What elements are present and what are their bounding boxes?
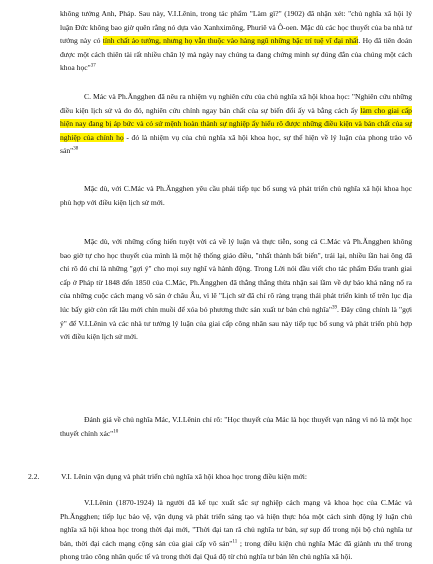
- highlighted-text: tính chất ảo tưởng, nhưng họ vẫn thuộc vào hàng ngũ những bậc trí tuệ vĩ đại nhất: [102, 36, 359, 46]
- text-segment: . Đây cũng chính là "gợi ý" để V.I.Lênin và các nhà tư tưởng lý luận của giai cấp công nhân sau này tiếp tục bổ sung và phát triển phù hợp với điều kiện lịch sử mới.: [60, 304, 412, 342]
- footnote-ref: 37: [90, 63, 96, 69]
- highlighted-text: làm cho giai cấp hiện nay đang bị áp bức và có sứ mệnh hoàn thành sự nghiệp ấy hiểu rõ được những điều kiện và bản chất của sự nghiệp của chính họ: [60, 105, 412, 142]
- text-segment: C. Mác và Ph.Ăngghen đã nêu ra nhiệm vụ nghiên cứu của chủ nghĩa xã hội khoa học: "Nghiên cứu những điều kiện lịch sử và do đó, nghiên cứu chính ngay bản chất của sự biến đổi ấy và bằng cách ấy: [60, 92, 412, 115]
- paragraph-lenin-development: [60, 496, 412, 564]
- text-segment: V.I.Lênin (1870-1924) là người đã kế tục xuất sắc sự nghiệp cách mạng và khoa học của C.Mác và Ph.Ăngghen; tiếp lục bảo vệ, vận dụng và phát triển sáng tạo và hiện thực hóa một cách sinh động lý luận chủ nghĩa xã hội khoa học trong thời đại mới, "Thời đại tan rã chủ nghĩa tư bản, sự sụp đổ trong nội bộ chủ nghĩa tư bản, thời đại cách mạng cộng sản của giai cấp vô sản": [60, 498, 412, 548]
- section-title: V.I. Lênin vận dụng và phát triển chủ nghĩa xã hội khoa học trong điều kiện mới:: [61, 472, 307, 481]
- text-segment: . Họ đã tiên đoán được một cách thiên tài rất nhiều chân lý mà ngày nay chúng ta đang chứng minh sự đúng đắn của chúng một cách khoa học": [60, 36, 412, 73]
- text-segment: Mặc dù, với những cống hiến tuyệt vời cả về lý luận và thực tiễn, song cả C.Mác và Ph.Ăngghen không bao giờ tự cho học thuyết của mình là một hệ thống giáo điều, "nhất thành bất biến", trái lại, nhiều lần hai ông đã chỉ rõ đó chỉ là những "gợi ý" cho mọi suy nghĩ và hành động. Trong Lời nói đầu viết cho tác phẩm Đấu tranh giai cấp ở Pháp từ 1848 đến 1850 của C.Mác, Ph.Ăngghen đã thẳng thắng thừa nhận sai lầm về dự báo khả năng nổ ra của những cuộc cách mạng vô sản ở châu Âu, vì lẽ "Lịch sử đã chỉ rõ ràng trạng thái phát triển kinh tế trên lục địa lúc bấy giờ còn rất lâu mới chín muồi để xóa bỏ phương thức sản xuất tư bản chủ nghĩa": [60, 237, 412, 314]
- paragraph-evaluation: [60, 413, 412, 440]
- text-segment: ; trong điều kiện chủ nghĩa Mác đã giành ưu thế trong phong trào công nhân quốc tế và trong thời đại Quá độ từ chủ nghĩa tư bản lên chủ nghĩa xã hội.: [60, 538, 412, 562]
- text-segment: Đánh giá về chủ nghĩa Mác, V.I.Lênin chỉ rõ: "Học thuyết của Mác là học thuyết vạn năng vì nó là một học thuyết chính xác": [60, 415, 412, 438]
- section-heading: [28, 470, 418, 484]
- text-segment: không tưởng Anh, Pháp. Sau này, V.I.Lênin, trong tác phẩm "Làm gì?" (1902) đã nhận xét: "chủ nghĩa xã hội lý luận Đức không bao giờ quên rằng nó dựa vào Xanhximông, Phuriê và Ô-oen. Mặc dù các học thuyết của ba nhà tư tưởng này có: [60, 9, 412, 46]
- section-number: 2.2.: [28, 472, 40, 481]
- paragraph-contributions: [60, 235, 412, 344]
- text-segment: - đó là nhiệm vụ của chủ nghĩa xã hội khoa học, sự thể hiện về lý luận của phong trào vô sản": [60, 132, 412, 156]
- footnote-ref: 39: [332, 305, 338, 311]
- footnote-ref: 10: [113, 429, 119, 435]
- paragraph-marx-engels-task: [60, 90, 412, 158]
- paragraph-lenin-quote: [60, 7, 412, 75]
- footnote-ref: 38: [73, 146, 79, 152]
- paragraph-supplement: Mặc dù, với C.Mác và Ph.Ăngghen yêu cầu phải tiếp tục bổ sung và phát triển chủ nghĩa xã hội khoa học phù hợp với điều kiện lịch sử mới.: [60, 184, 412, 207]
- footnote-ref: 11: [232, 539, 238, 545]
